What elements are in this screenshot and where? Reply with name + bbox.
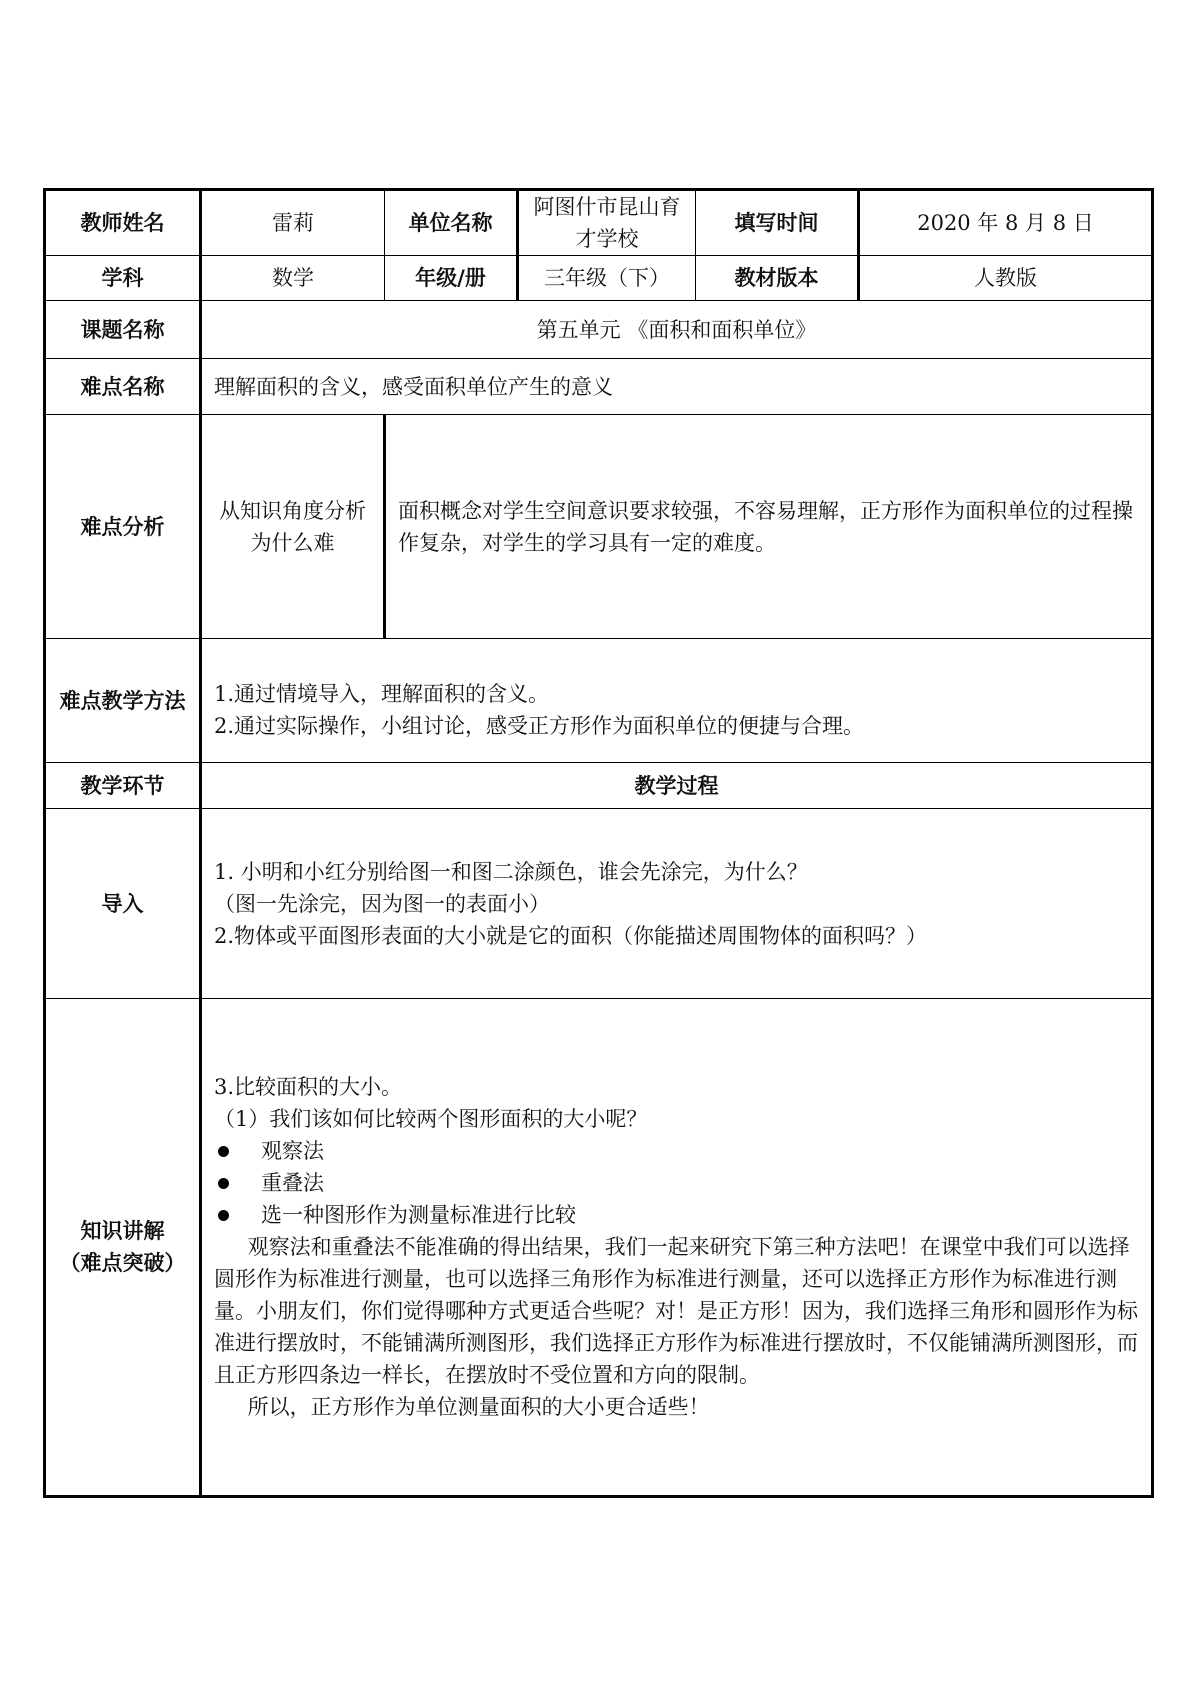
knowledge-label-line1: 知识讲解 bbox=[80, 1219, 165, 1243]
intro-line-2: （图一先涂完，因为图一的表面小） bbox=[214, 891, 550, 916]
difficulty-value: 理解面积的含义，感受面积单位产生的意义 bbox=[201, 359, 1153, 415]
fill-time-label: 填写时间 bbox=[696, 190, 859, 256]
intro-line-1: 1. 小明和小红分别给图一和图二涂颜色，谁会先涂完，为什么？ bbox=[214, 859, 808, 884]
process-header-row bbox=[45, 763, 1153, 809]
subject-label: 学科 bbox=[45, 256, 201, 301]
method-row bbox=[45, 639, 1153, 763]
analysis-sub-label bbox=[201, 415, 385, 639]
bullet-item-2 bbox=[214, 1167, 1139, 1199]
bullet-item-3 bbox=[214, 1199, 1139, 1231]
difficulty-row bbox=[45, 359, 1153, 415]
bullet-dot-icon bbox=[218, 1210, 229, 1221]
bullet-text-2: 重叠法 bbox=[261, 1171, 324, 1195]
topic-label: 课题名称 bbox=[45, 301, 201, 359]
header-row-1 bbox=[45, 190, 1153, 256]
edition-label: 教材版本 bbox=[696, 256, 859, 301]
analysis-value: 面积概念对学生空间意识要求较强，不容易理解，正方形作为面积单位的过程操作复杂，对学生的学习具有一定的难度。 bbox=[385, 415, 1153, 639]
header-row-2 bbox=[45, 256, 1153, 301]
grade-value: 三年级（下） bbox=[518, 256, 696, 301]
topic-value: 第五单元 《面积和面积单位》 bbox=[201, 301, 1153, 359]
edition-value: 人教版 bbox=[859, 256, 1153, 301]
difficulty-label: 难点名称 bbox=[45, 359, 201, 415]
teacher-name-label: 教师姓名 bbox=[45, 190, 201, 256]
bullet-text-1: 观察法 bbox=[261, 1139, 324, 1163]
method-item-1: 1.通过情境导入，理解面积的含义。 bbox=[214, 681, 550, 706]
knowledge-conclusion: 所以，正方形作为单位测量面积的大小更合适些！ bbox=[247, 1395, 710, 1419]
analysis-row bbox=[45, 415, 1153, 639]
knowledge-label bbox=[45, 999, 201, 1497]
analysis-sub-label-line1: 从知识角度分析 bbox=[219, 498, 366, 523]
unit-name-label: 单位名称 bbox=[385, 190, 518, 256]
subject-value: 数学 bbox=[201, 256, 385, 301]
process-header: 教学过程 bbox=[201, 763, 1153, 809]
knowledge-label-line2: （难点突破） bbox=[59, 1251, 186, 1275]
bullet-dot-icon bbox=[218, 1146, 229, 1157]
method-value bbox=[201, 639, 1153, 763]
knowledge-question: （1）我们该如何比较两个图形面积的大小呢？ bbox=[214, 1107, 648, 1131]
knowledge-heading: 3.比较面积的大小。 bbox=[214, 1075, 403, 1099]
grade-label: 年级/册 bbox=[385, 256, 518, 301]
lesson-plan-table bbox=[43, 188, 1154, 1498]
analysis-sub-label-line2: 为什么难 bbox=[250, 530, 335, 555]
stage-header: 教学环节 bbox=[45, 763, 201, 809]
intro-line-3: 2.物体或平面图形表面的大小就是它的面积（你能描述周围物体的面积吗？） bbox=[214, 923, 928, 948]
intro-content bbox=[201, 809, 1153, 999]
unit-name-value: 阿图什市昆山育才学校 bbox=[518, 190, 696, 256]
knowledge-content bbox=[201, 999, 1153, 1497]
intro-row bbox=[45, 809, 1153, 999]
fill-time-value: 2020 年 8 月 8 日 bbox=[859, 190, 1153, 256]
method-item-2: 2.通过实际操作，小组讨论，感受正方形作为面积单位的便捷与合理。 bbox=[214, 713, 865, 738]
method-label: 难点教学方法 bbox=[45, 639, 201, 763]
bullet-dot-icon bbox=[218, 1178, 229, 1189]
topic-row bbox=[45, 301, 1153, 359]
bullet-item-1 bbox=[214, 1135, 1139, 1167]
teacher-name-value: 雷莉 bbox=[201, 190, 385, 256]
analysis-label: 难点分析 bbox=[45, 415, 201, 639]
knowledge-paragraph: 观察法和重叠法不能准确的得出结果，我们一起来研究下第三种方法吧！在课堂中我们可以选择圆形作为标准进行测量，也可以选择三角形作为标准进行测量，还可以选择正方形作为标准进行测量。小朋友们，你们觉得哪种方式更适合些呢？对！是正方形！因为，我们选择三角形和圆形作为标准进行摆放时，不能铺满所测图形，我们选择正方形作为标准进行摆放时，不仅能铺满所测图形，而且正方形四条边一样长，在摆放时不受位置和方向的限制。 bbox=[214, 1235, 1138, 1387]
intro-label: 导入 bbox=[45, 809, 201, 999]
knowledge-row bbox=[45, 999, 1153, 1497]
bullet-text-3: 选一种图形作为测量标准进行比较 bbox=[261, 1203, 576, 1227]
